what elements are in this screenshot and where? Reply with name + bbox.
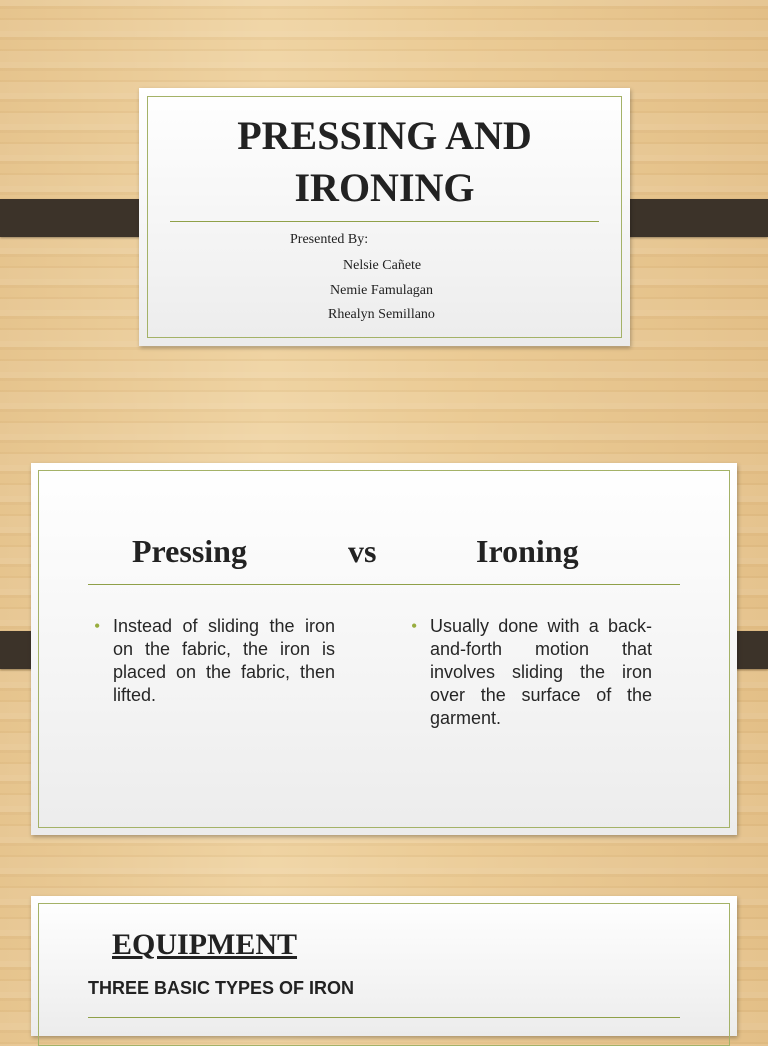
ironing-description: Usually done with a back-and-forth motion that involves sliding the iron over the surface of the garment. xyxy=(430,616,652,728)
bullet-icon: • xyxy=(411,616,418,636)
slide-title xyxy=(139,88,630,346)
presenter-name: Nemie Famulagan xyxy=(330,283,434,298)
bullet-icon: • xyxy=(94,616,101,636)
pressing-description: Instead of sliding the iron on the fabric, the iron is placed on the fabric, then lifted. xyxy=(113,616,335,705)
title-line-2: IRONING xyxy=(294,165,475,210)
heading-divider xyxy=(88,1017,680,1018)
slide-equipment xyxy=(31,896,737,1036)
decorative-band-right xyxy=(613,199,768,237)
decorative-band-left xyxy=(0,199,156,237)
ironing-heading: Ironing xyxy=(476,533,579,569)
vs-label: vs xyxy=(348,533,377,569)
presentation-title xyxy=(139,110,630,214)
presenter-name: Nelsie Cañete xyxy=(343,258,422,273)
presenter-name: Rhealyn Semillano xyxy=(328,307,435,322)
pressing-heading: Pressing xyxy=(132,533,247,569)
presented-by-label: Presented By: xyxy=(290,232,369,247)
title-line-1: PRESSING AND xyxy=(237,113,532,158)
heading-divider xyxy=(88,584,680,585)
iron-types-subheading: THREE BASIC TYPES OF IRON xyxy=(88,978,355,998)
equipment-heading: EQUIPMENT xyxy=(112,928,298,961)
title-divider xyxy=(170,221,599,222)
slide-comparison xyxy=(31,463,737,835)
slide-frame xyxy=(38,903,730,1046)
